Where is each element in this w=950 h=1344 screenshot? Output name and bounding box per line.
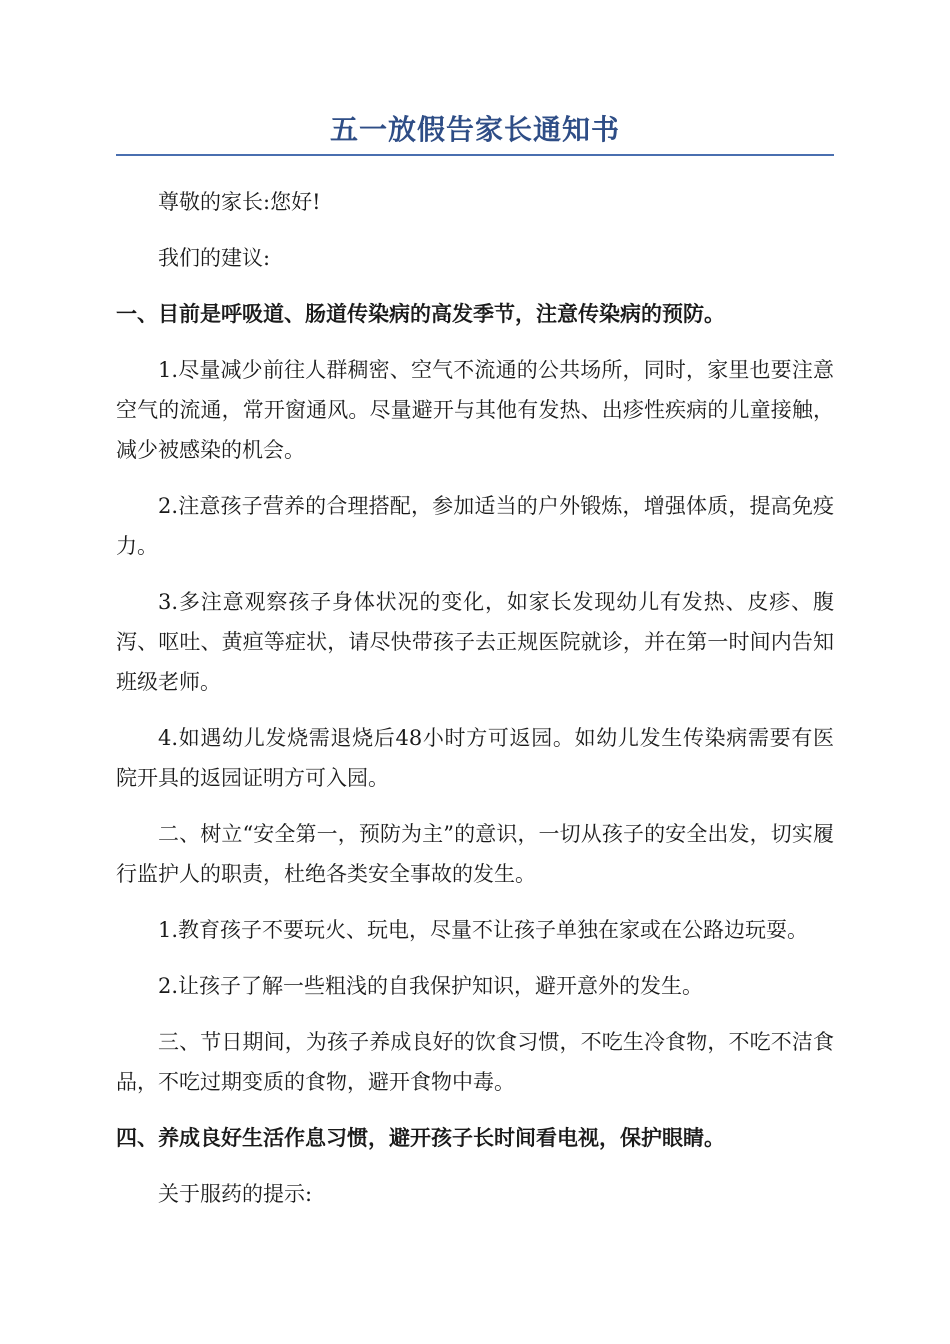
section-2-item-2: 2.让孩子了解一些粗浅的自我保护知识，避开意外的发生。 <box>158 974 704 998</box>
medicine-intro: 关于服药的提示: <box>158 1182 313 1206</box>
document-body <box>116 182 834 1214</box>
section-2-paragraph: 二、树立“安全第一，预防为主”的意识，一切从孩子的安全出发，切实履行监护人的职责，杜绝各类安全事故的发生。 <box>116 822 834 886</box>
section-1-item-1: 1.尽量减少前往人群稠密、空气不流通的公共场所，同时，家里也要注意空气的流通，常开窗通风。尽量避开与其他有发热、出疹性疾病的儿童接触，减少被感染的机会。 <box>116 358 834 462</box>
document-page <box>116 108 834 1230</box>
section-1-item-4: 4.如遇幼儿发烧需退烧后48小时方可返园。如幼儿发生传染病需要有医院开具的返园证明方可入园。 <box>116 726 834 790</box>
section-1-item-2: 2.注意孩子营养的合理搭配，参加适当的户外锻炼，增强体质，提高免疫力。 <box>116 494 834 558</box>
intro-text: 我们的建议: <box>158 246 271 270</box>
document-title: 五一放假告家长通知书 <box>116 108 834 156</box>
heading-section-1: 一、目前是呼吸道、肠道传染病的高发季节，注意传染病的预防。 <box>116 302 725 326</box>
section-3-paragraph: 三、节日期间，为孩子养成良好的饮食习惯，不吃生冷食物，不吃不洁食品，不吃过期变质的食物，避开食物中毒。 <box>116 1030 834 1094</box>
heading-section-4: 四、养成良好生活作息习惯，避开孩子长时间看电视，保护眼睛。 <box>116 1126 725 1150</box>
greeting: 尊敬的家长:您好! <box>158 190 321 214</box>
section-1-item-3: 3.多注意观察孩子身体状况的变化，如家长发现幼儿有发热、皮疹、腹泻、呕吐、黄疸等症状，请尽快带孩子去正规医院就诊，并在第一时间内告知班级老师。 <box>116 590 834 694</box>
section-2-item-1: 1.教育孩子不要玩火、玩电，尽量不让孩子单独在家或在公路边玩耍。 <box>158 918 809 942</box>
